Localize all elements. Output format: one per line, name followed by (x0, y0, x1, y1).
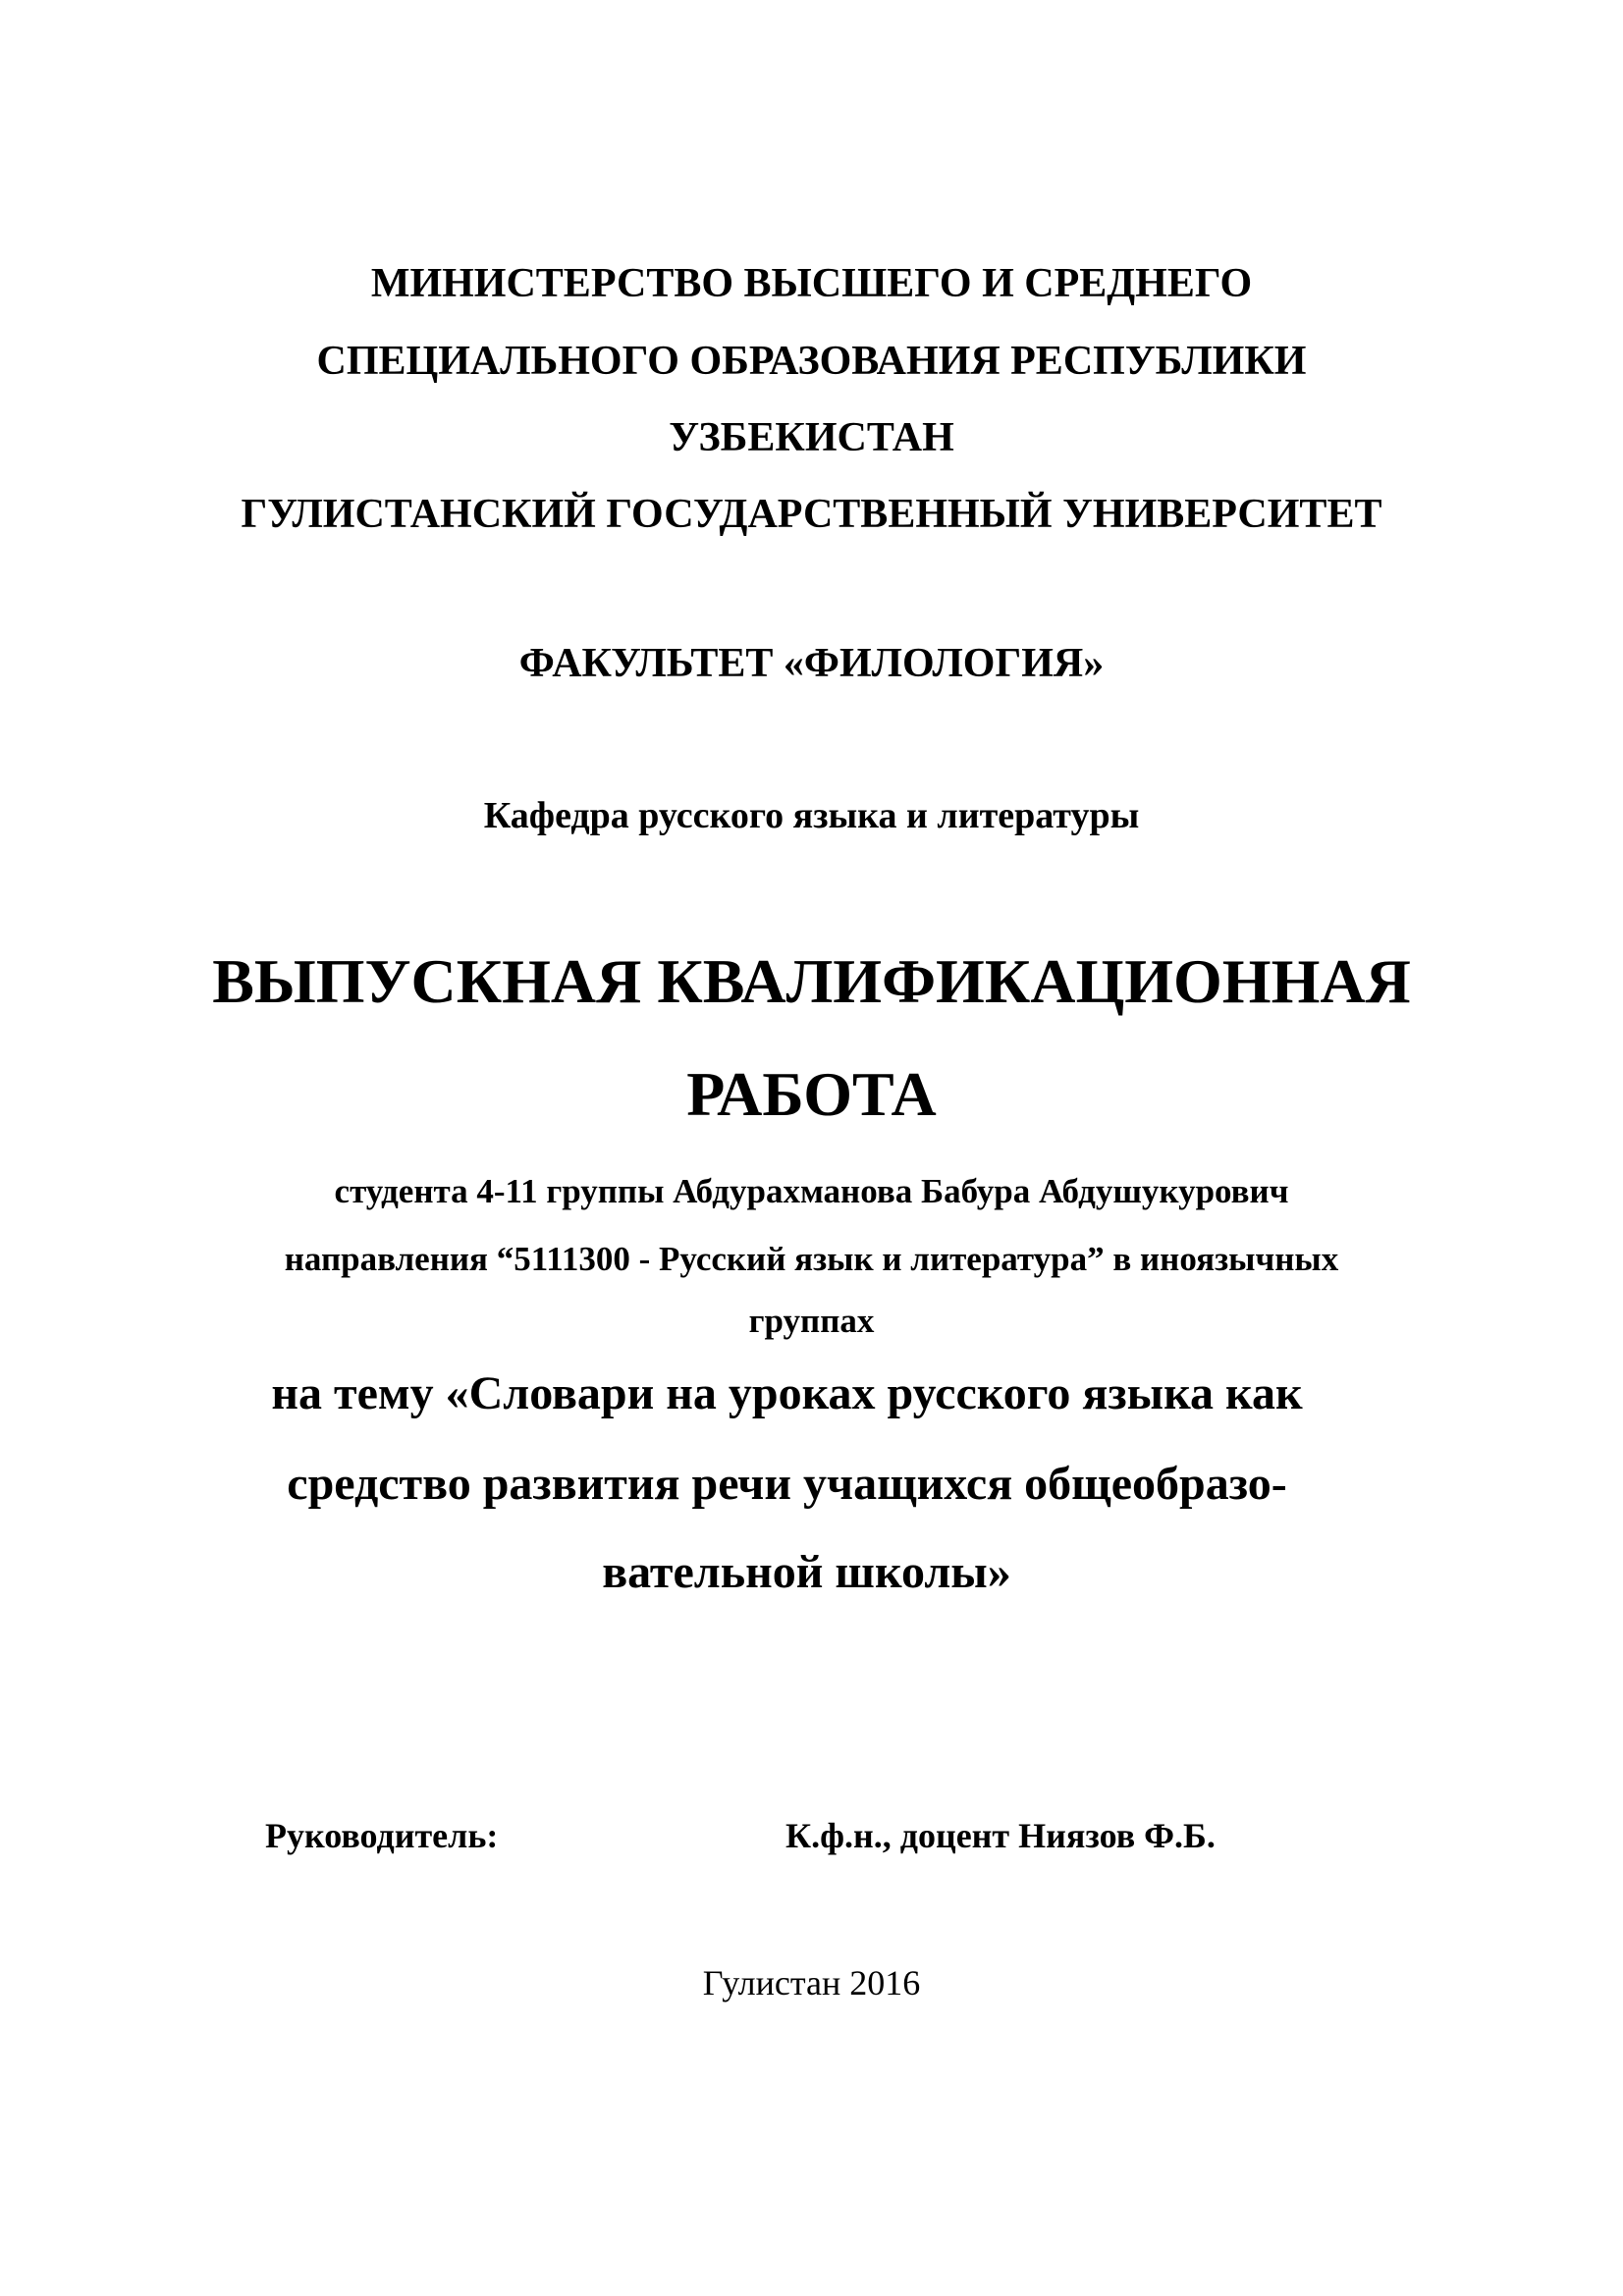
work-title-line: ВЫПУСКНАЯ КВАЛИФИКАЦИОННАЯ (212, 946, 1411, 1016)
direction-line: группах (748, 1302, 875, 1340)
city-year: Гулистан 2016 (702, 1963, 921, 2002)
chair-name: Кафедра русского языка и литературы (483, 795, 1140, 836)
topic-line: средство развития речи учащихся общеобразо- (287, 1458, 1287, 1510)
student-line: студента 4-11 группы Абдурахманова Бабура Абдушукурович (334, 1172, 1289, 1210)
supervisor-name: К.ф.н., доцент Ниязов Ф.Б. (785, 1816, 1216, 1855)
ministry-line: УЗБЕКИСТАН (669, 415, 954, 460)
supervisor-label: Руководитель: (265, 1816, 499, 1855)
ministry-line: СПЕЦИАЛЬНОГО ОБРАЗОВАНИЯ РЕСПУБЛИКИ (316, 339, 1307, 384)
ministry-line: МИНИСТЕРСТВО ВЫСШЕГО И СРЕДНЕГО (370, 261, 1253, 306)
university-name: ГУЛИСТАНСКИЙ ГОСУДАРСТВЕННЫЙ УНИВЕРСИТЕТ (241, 492, 1382, 537)
topic-line: вательной школы» (602, 1546, 1011, 1598)
topic-line: на тему «Словари на уроках русского языка как (271, 1367, 1303, 1419)
faculty-name: ФАКУЛЬТЕТ «ФИЛОЛОГИЯ» (518, 641, 1105, 686)
direction-line: направления “5111300 - Русский язык и литература” в иноязычных (284, 1240, 1339, 1278)
work-title-line: РАБОТА (686, 1059, 937, 1129)
